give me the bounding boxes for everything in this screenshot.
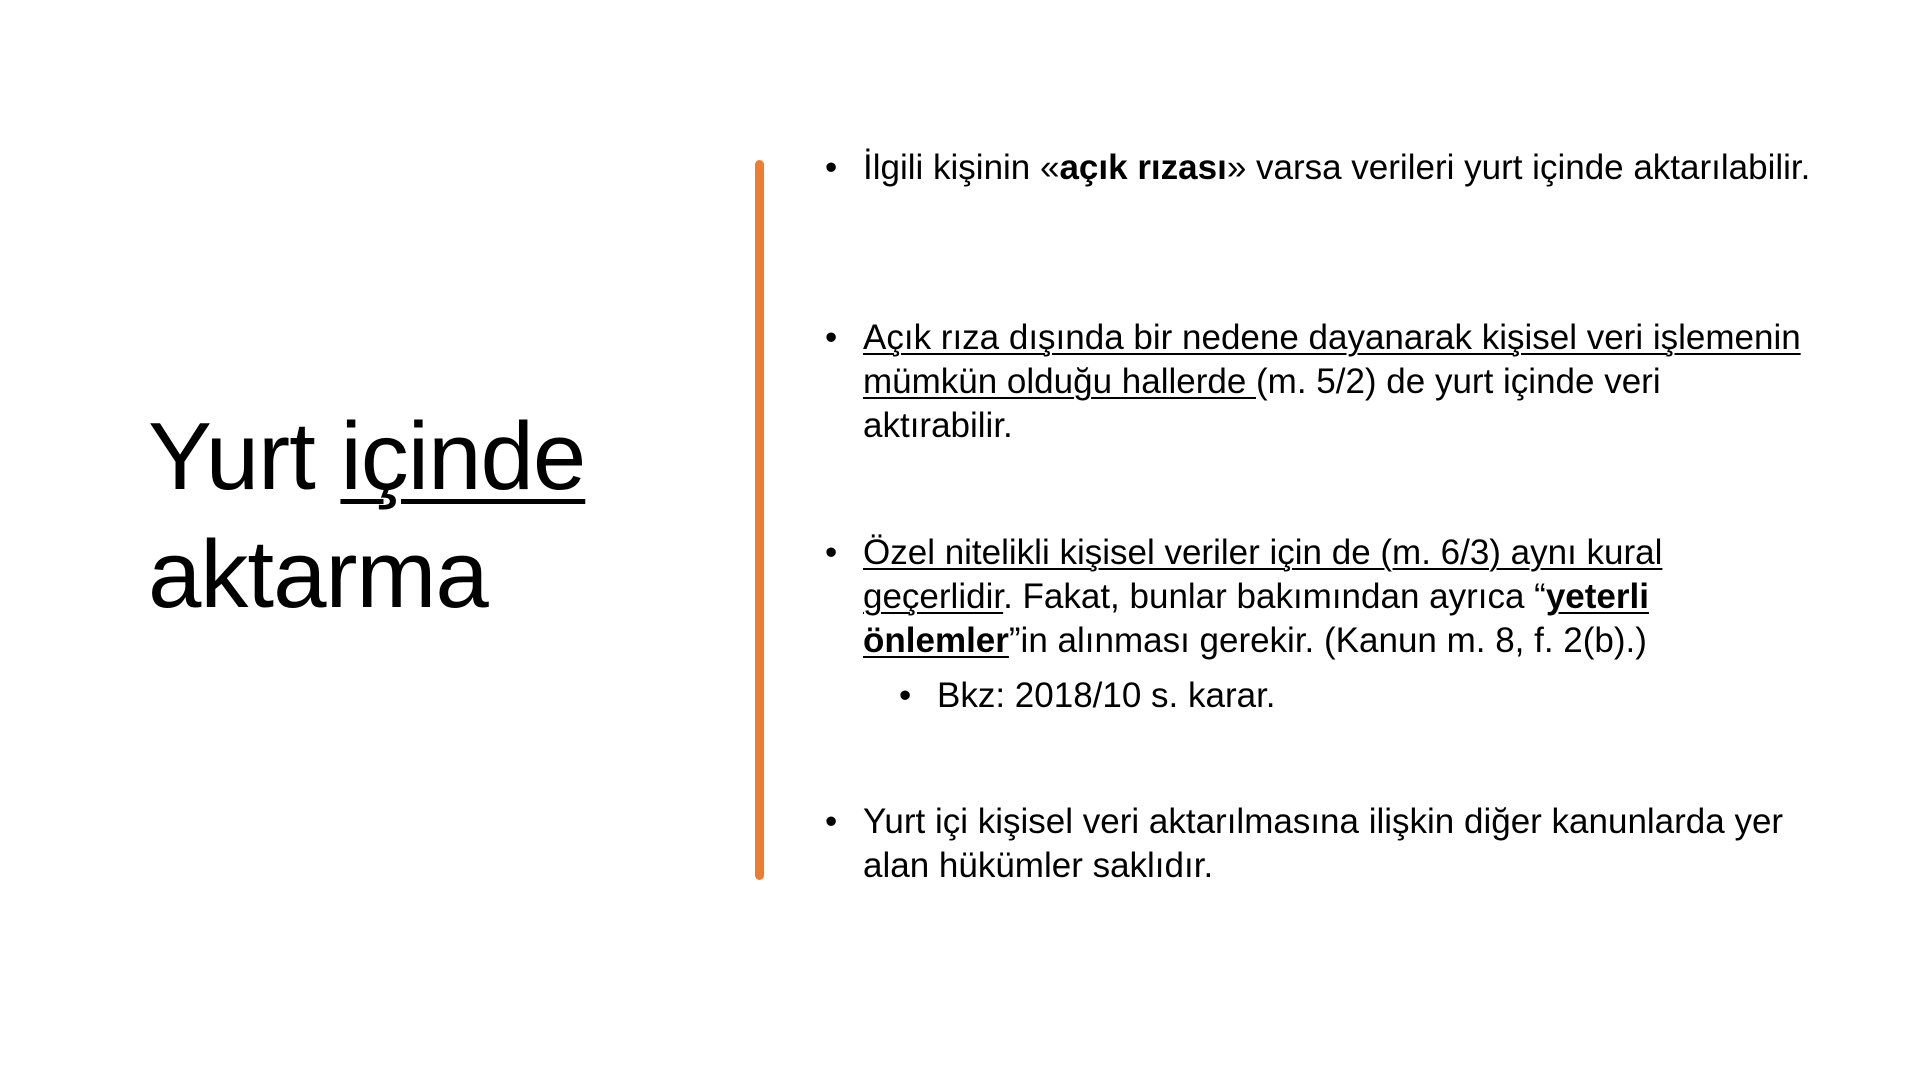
bullet-text-4: Yurt içi kişisel veri aktarılmasına ilişkin diğer kanunlarda yer alan hükümler saklıdır. bbox=[863, 802, 1784, 885]
bullet-2-part-2: (m. 5/2) de yurt içinde veri aktırabilir. bbox=[863, 362, 1661, 445]
sub-bullet-text: Bkz: 2018/10 s. karar. bbox=[937, 676, 1276, 715]
accent-divider bbox=[755, 160, 764, 880]
bullet-text-2 bbox=[863, 316, 1813, 448]
bullet-text-3 bbox=[863, 531, 1813, 663]
bullet-dot-icon: • bbox=[825, 318, 838, 357]
title-word-yurt: Yurt bbox=[148, 403, 341, 510]
slide-title bbox=[148, 398, 708, 634]
bullet-text-1 bbox=[863, 146, 1813, 190]
bullet-1-part-3: » varsa verileri yurt içinde aktarılabilir. bbox=[1226, 148, 1811, 187]
bullet-3-part-4: ”in alınması gerekir. (Kanun m. 8, f. 2(b).) bbox=[1008, 621, 1647, 660]
title-word-aktarma: aktarma bbox=[148, 521, 488, 628]
bullet-dot-icon: • bbox=[825, 148, 838, 187]
bullet-3-part-2: . Fakat, bunlar bakımından ayrıca “ bbox=[1003, 577, 1546, 616]
bullet-3-bold-underlined: yeterli önlemler bbox=[863, 577, 1649, 660]
bullet-2-underlined: Açık rıza dışında bir nedene dayanarak kişisel veri işlemenin mümkün olduğu hallerde bbox=[863, 318, 1801, 401]
bullet-dot-icon: • bbox=[825, 802, 838, 841]
bullet-dot-icon: • bbox=[825, 533, 838, 572]
sub-bullet-dot-icon: • bbox=[899, 676, 912, 715]
bullet-3-underlined: Özel nitelikli kişisel veriler için de (m. 6/3) aynı kural geçerlidir bbox=[863, 533, 1663, 616]
title-word-icinde: içinde bbox=[340, 403, 586, 510]
bullet-1-part-1: İlgili kişinin « bbox=[863, 148, 1060, 187]
bullet-1-bold: açık rızası bbox=[1059, 148, 1227, 187]
